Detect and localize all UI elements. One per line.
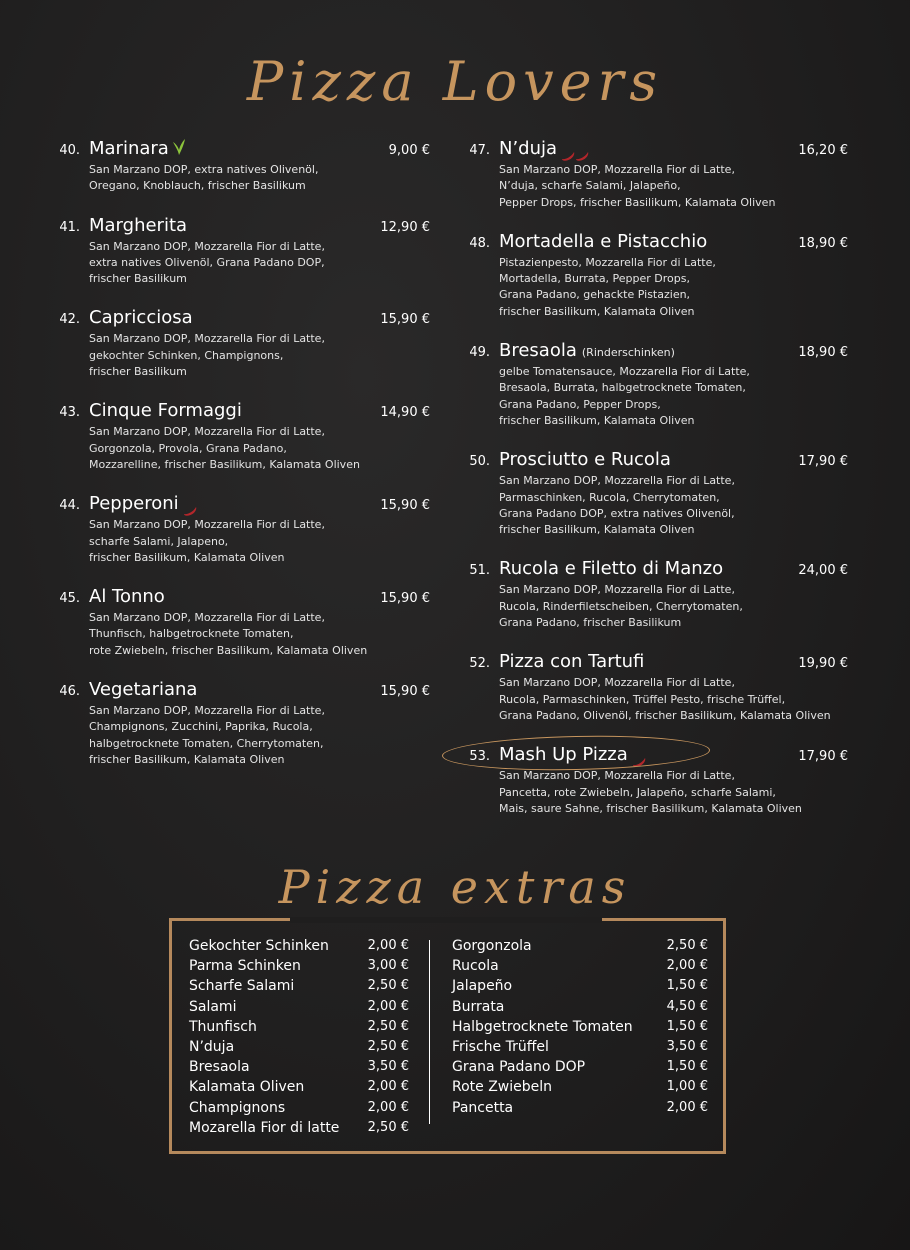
description-line: Oregano, Knoblauch, frischer Basilikum bbox=[89, 179, 306, 193]
extra-item-name: Halbgetrocknete Tomaten bbox=[452, 1018, 633, 1035]
extra-item bbox=[452, 938, 708, 958]
menu-item-number: 49. bbox=[469, 345, 490, 361]
description-line: San Marzano DOP, Mozzarella Fior di Latte, bbox=[89, 425, 325, 439]
menu-item-header bbox=[56, 400, 436, 424]
menu-item-price: 15,90 € bbox=[380, 312, 430, 328]
extra-item-name: Jalapeño bbox=[452, 978, 513, 995]
description-line: frischer Basilikum, Kalamata Oliven bbox=[499, 304, 695, 318]
leaf-icon bbox=[172, 138, 186, 156]
menu-item-header bbox=[466, 138, 856, 162]
extra-item-price: 1,00 € bbox=[666, 1079, 708, 1095]
extra-item bbox=[189, 938, 409, 958]
description-line: Grana Padano DOP, extra natives Olivenöl, bbox=[499, 506, 735, 520]
menu-item-description bbox=[499, 473, 856, 538]
description-line: gekochter Schinken, Champignons, bbox=[89, 348, 284, 362]
menu-item-description bbox=[499, 364, 856, 429]
menu-item-price: 19,90 € bbox=[798, 656, 848, 672]
menu-item-price: 14,90 € bbox=[380, 405, 430, 421]
menu-item-name-text: Cinque Formaggi bbox=[89, 400, 242, 422]
menu-item-price: 18,90 € bbox=[798, 345, 848, 361]
extra-item-price: 1,50 € bbox=[666, 1059, 708, 1075]
menu-item-name-text: Rucola e Filetto di Manzo bbox=[499, 558, 724, 580]
menu-item-name bbox=[89, 586, 165, 607]
menu-item-number: 43. bbox=[59, 405, 80, 421]
description-line: frischer Basilikum, Kalamata Oliven bbox=[89, 752, 285, 766]
extra-item-name: Salami bbox=[189, 998, 237, 1015]
menu-item bbox=[466, 744, 856, 817]
menu-item bbox=[56, 586, 436, 659]
description-line: Gorgonzola, Provola, Grana Padano, bbox=[89, 441, 287, 455]
menu-item-name-text: Pepperoni bbox=[89, 493, 179, 515]
description-line: frischer Basilikum, Kalamata Oliven bbox=[499, 413, 695, 427]
menu-item-number: 41. bbox=[59, 219, 80, 235]
menu-item-header bbox=[466, 449, 856, 473]
menu-item-header bbox=[56, 679, 436, 703]
menu-item-price: 17,90 € bbox=[798, 454, 848, 470]
menu-item-price: 9,00 € bbox=[388, 143, 430, 158]
menu-item-name bbox=[499, 651, 644, 672]
menu-item-number: 52. bbox=[469, 656, 490, 672]
extra-item bbox=[452, 1059, 708, 1079]
menu-item-name bbox=[89, 493, 197, 514]
description-line: Mais, saure Sahne, frischer Basilikum, Kalamata Oliven bbox=[499, 801, 802, 815]
description-line: scharfe Salami, Jalapeno, bbox=[89, 534, 229, 548]
menu-item-name bbox=[89, 400, 242, 421]
menu-item-description bbox=[89, 610, 436, 659]
extra-item-price: 2,00 € bbox=[367, 1099, 409, 1115]
pizza-extras-title: Pizza extras bbox=[278, 860, 632, 914]
description-line: San Marzano DOP, extra natives Olivenöl, bbox=[89, 163, 319, 176]
extra-item-price: 1,50 € bbox=[666, 978, 708, 994]
extra-item bbox=[189, 999, 409, 1019]
pizza-list-right bbox=[466, 138, 856, 817]
description-line: Grana Padano, Olivenöl, frischer Basilikum, Kalamata Oliven bbox=[499, 708, 831, 722]
menu-item-header bbox=[466, 340, 856, 364]
extra-item-name: Mozarella Fior di latte bbox=[189, 1119, 340, 1136]
extra-item-price: 2,50 € bbox=[367, 1018, 409, 1034]
description-line: extra natives Olivenöl, Grana Padano DOP, bbox=[89, 255, 325, 269]
description-line: gelbe Tomatensauce, Mozzarella Fior di Latte, bbox=[499, 365, 750, 379]
menu-item-number: 51. bbox=[469, 563, 490, 579]
description-line: frischer Basilikum, Kalamata Oliven bbox=[89, 550, 285, 564]
menu-item bbox=[466, 340, 856, 429]
menu-item-number: 47. bbox=[469, 143, 490, 158]
menu-item bbox=[56, 215, 436, 288]
menu-item-name-text: Capricciosa bbox=[89, 307, 193, 329]
extra-item bbox=[452, 1019, 708, 1039]
extra-item bbox=[189, 1039, 409, 1059]
extra-item-name: Thunfisch bbox=[189, 1018, 257, 1035]
extra-item-price: 2,00 € bbox=[666, 1099, 708, 1115]
extra-item bbox=[189, 978, 409, 998]
menu-item-name bbox=[499, 231, 707, 252]
extra-item-name: Frische Trüffel bbox=[452, 1038, 549, 1055]
menu-item bbox=[466, 651, 856, 724]
extra-item-name: Gekochter Schinken bbox=[189, 938, 329, 954]
extra-item bbox=[189, 1120, 409, 1140]
extras-divider bbox=[429, 940, 430, 1124]
menu-item bbox=[466, 558, 856, 631]
extra-item-price: 2,00 € bbox=[666, 958, 708, 974]
description-line: Mozzarelline, frischer Basilikum, Kalamata Oliven bbox=[89, 457, 360, 471]
menu-item-number: 48. bbox=[469, 235, 490, 251]
extra-item-name: Rote Zwiebeln bbox=[452, 1079, 553, 1096]
extra-item bbox=[189, 1100, 409, 1120]
menu-item-name-text: Prosciutto e Rucola bbox=[499, 449, 671, 471]
pizza-list-left bbox=[56, 138, 436, 768]
description-line: halbgetrocknete Tomaten, Cherrytomaten, bbox=[89, 736, 324, 750]
menu-item-description bbox=[499, 582, 856, 631]
menu-item-price: 24,00 € bbox=[798, 563, 848, 579]
extras-frame-gap bbox=[290, 917, 602, 923]
menu-item-name bbox=[499, 449, 671, 470]
menu-item-name-text: Marinara bbox=[89, 138, 169, 159]
description-line: N’duja, scharfe Salami, Jalapeño, bbox=[499, 179, 681, 193]
menu-item-name bbox=[499, 558, 723, 579]
description-line: frischer Basilikum bbox=[89, 272, 187, 286]
menu-item-header bbox=[56, 307, 436, 331]
menu-item bbox=[56, 400, 436, 473]
menu-item-note: (Rinderschinken) bbox=[581, 346, 675, 360]
description-line: San Marzano DOP, Mozzarella Fior di Latte, bbox=[499, 676, 735, 690]
menu-item-number: 42. bbox=[59, 312, 80, 328]
menu-item bbox=[56, 307, 436, 380]
description-line: rote Zwiebeln, frischer Basilikum, Kalamata Oliven bbox=[89, 643, 368, 657]
menu-item-name bbox=[499, 340, 675, 361]
description-line: San Marzano DOP, Mozzarella Fior di Latte, bbox=[499, 769, 735, 783]
menu-item-description bbox=[499, 768, 856, 817]
menu-item-price: 16,20 € bbox=[798, 143, 848, 158]
menu-item-price: 15,90 € bbox=[380, 498, 430, 514]
extras-list-right bbox=[452, 938, 708, 1120]
menu-item-number: 50. bbox=[469, 454, 490, 470]
extra-item-name: Scharfe Salami bbox=[189, 978, 295, 995]
menu-item-number: 46. bbox=[59, 684, 80, 700]
menu-item-price: 12,90 € bbox=[380, 219, 430, 235]
description-line: San Marzano DOP, Mozzarella Fior di Latte, bbox=[499, 474, 735, 488]
extra-item bbox=[452, 1100, 708, 1120]
menu-item-price: 15,90 € bbox=[380, 591, 430, 607]
double-chili-icon bbox=[561, 145, 591, 154]
description-line: Pancetta, rote Zwiebeln, Jalapeño, scharfe Salami, bbox=[499, 785, 776, 799]
menu-item bbox=[56, 679, 436, 768]
description-line: frischer Basilikum, Kalamata Oliven bbox=[499, 523, 695, 537]
description-line: frischer Basilikum bbox=[89, 365, 187, 379]
menu-item-description bbox=[499, 255, 856, 320]
extra-item bbox=[189, 1059, 409, 1079]
menu-item-description bbox=[89, 517, 436, 566]
menu-item-header bbox=[466, 744, 856, 768]
chili-icon bbox=[183, 500, 197, 509]
menu-item-description bbox=[499, 675, 856, 724]
extra-item-name: Champignons bbox=[189, 1099, 286, 1116]
menu-item-description bbox=[89, 162, 436, 195]
description-line: Pepper Drops, frischer Basilikum, Kalamata Oliven bbox=[499, 195, 776, 209]
menu-item-name-text: Margherita bbox=[89, 214, 188, 236]
description-line: Grana Padano, Pepper Drops, bbox=[499, 397, 661, 411]
menu-item bbox=[466, 231, 856, 320]
menu-item-name-text: N’duja bbox=[499, 138, 558, 159]
menu-item-name bbox=[89, 307, 193, 328]
extra-item-name: Pancetta bbox=[452, 1099, 514, 1116]
extra-item-name: Rucola bbox=[452, 958, 499, 975]
pizza-lovers-title: Pizza Lovers bbox=[246, 50, 664, 113]
menu-item-name-text: Bresaola bbox=[499, 340, 577, 362]
menu-item-description bbox=[499, 162, 856, 211]
description-line: San Marzano DOP, Mozzarella Fior di Latte, bbox=[89, 332, 325, 346]
extra-item-price: 3,50 € bbox=[367, 1059, 409, 1075]
extra-item bbox=[452, 999, 708, 1019]
extra-item-price: 2,50 € bbox=[367, 1119, 409, 1135]
menu-item-price: 15,90 € bbox=[380, 684, 430, 700]
description-line: San Marzano DOP, Mozzarella Fior di Latte, bbox=[89, 611, 325, 625]
extra-item-name: Grana Padano DOP bbox=[452, 1059, 586, 1076]
menu-item-name-text: Mortadella e Pistacchio bbox=[499, 230, 708, 252]
menu-item-header bbox=[56, 586, 436, 610]
menu-item bbox=[466, 449, 856, 538]
extra-item-price: 2,00 € bbox=[367, 938, 409, 953]
menu-item bbox=[466, 138, 856, 211]
extra-item bbox=[189, 1019, 409, 1039]
extra-item bbox=[452, 978, 708, 998]
menu-item-header bbox=[56, 493, 436, 517]
description-line: San Marzano DOP, Mozzarella Fior di Latte, bbox=[89, 239, 325, 253]
menu-item bbox=[56, 493, 436, 566]
menu-item-name bbox=[499, 138, 591, 159]
extra-item-name: Burrata bbox=[452, 998, 505, 1015]
menu-item-header bbox=[466, 231, 856, 255]
extra-item-price: 2,50 € bbox=[367, 1038, 409, 1054]
description-line: Thunfisch, halbgetrocknete Tomaten, bbox=[89, 627, 294, 641]
description-line: Parmaschinken, Rucola, Cherrytomaten, bbox=[499, 490, 720, 504]
menu-item-description bbox=[89, 703, 436, 768]
highlight-circle bbox=[442, 733, 711, 773]
description-line: Pistazienpesto, Mozzarella Fior di Latte, bbox=[499, 255, 716, 269]
extra-item-name: Gorgonzola bbox=[452, 938, 532, 954]
description-line: San Marzano DOP, Mozzarella Fior di Latte, bbox=[89, 518, 325, 532]
description-line: Grana Padano, gehackte Pistazien, bbox=[499, 288, 691, 302]
extra-item-price: 2,50 € bbox=[666, 938, 708, 953]
menu-item-number: 40. bbox=[59, 143, 80, 158]
description-line: Rucola, Parmaschinken, Trüffel Pesto, frische Trüffel, bbox=[499, 692, 786, 706]
menu-item bbox=[56, 138, 436, 195]
extra-item-price: 2,00 € bbox=[367, 1079, 409, 1095]
extra-item-price: 2,00 € bbox=[367, 998, 409, 1014]
extra-item-price: 4,50 € bbox=[666, 998, 708, 1014]
extra-item bbox=[189, 1079, 409, 1099]
menu-item-header bbox=[466, 558, 856, 582]
menu-item-header bbox=[56, 215, 436, 239]
menu-item-number: 44. bbox=[59, 498, 80, 514]
description-line: Champignons, Zucchini, Paprika, Rucola, bbox=[89, 720, 313, 734]
extra-item-name: Bresaola bbox=[189, 1059, 250, 1076]
menu-item-name-text: Vegetariana bbox=[89, 679, 198, 701]
extras-list-left bbox=[189, 938, 409, 1140]
menu-item-name bbox=[89, 138, 186, 159]
menu-item-name-text: Al Tonno bbox=[89, 586, 165, 608]
menu-item-name bbox=[89, 215, 187, 236]
extra-item-price: 1,50 € bbox=[666, 1018, 708, 1034]
menu-item-name-text: Mash Up Pizza bbox=[499, 744, 628, 766]
extra-item bbox=[452, 1079, 708, 1099]
menu-item-price: 18,90 € bbox=[798, 235, 848, 251]
description-line: Bresaola, Burrata, halbgetrocknete Tomaten, bbox=[499, 381, 746, 395]
menu-item-number: 45. bbox=[59, 591, 80, 607]
extra-item-name: Kalamata Oliven bbox=[189, 1079, 305, 1096]
description-line: Mortadella, Burrata, Pepper Drops, bbox=[499, 272, 691, 286]
description-line: Rucola, Rinderfiletscheiben, Cherrytomaten, bbox=[499, 599, 743, 613]
description-line: Grana Padano, frischer Basilikum bbox=[499, 616, 682, 630]
menu-item-header bbox=[56, 138, 436, 162]
menu-item-description bbox=[89, 331, 436, 380]
menu-item-header bbox=[466, 651, 856, 675]
menu-item-price: 17,90 € bbox=[798, 749, 848, 765]
extra-item-name: Parma Schinken bbox=[189, 958, 301, 975]
extra-item bbox=[189, 958, 409, 978]
extra-item-price: 3,50 € bbox=[666, 1038, 708, 1054]
menu-item-name bbox=[89, 679, 197, 700]
description-line: San Marzano DOP, Mozzarella Fior di Latte, bbox=[89, 704, 325, 718]
extra-item bbox=[452, 958, 708, 978]
description-line: San Marzano DOP, Mozzarella Fior di Latte, bbox=[499, 583, 735, 597]
menu-item-description bbox=[89, 424, 436, 473]
extra-item-price: 3,00 € bbox=[367, 958, 409, 974]
extra-item-name: N’duja bbox=[189, 1038, 235, 1055]
description-line: San Marzano DOP, Mozzarella Fior di Latte, bbox=[499, 163, 735, 176]
extra-item-price: 2,50 € bbox=[367, 978, 409, 994]
menu-item-description bbox=[89, 239, 436, 288]
extra-item bbox=[452, 1039, 708, 1059]
menu-item-number: 53. bbox=[469, 749, 490, 765]
menu-item-name-text: Pizza con Tartufi bbox=[499, 651, 645, 673]
